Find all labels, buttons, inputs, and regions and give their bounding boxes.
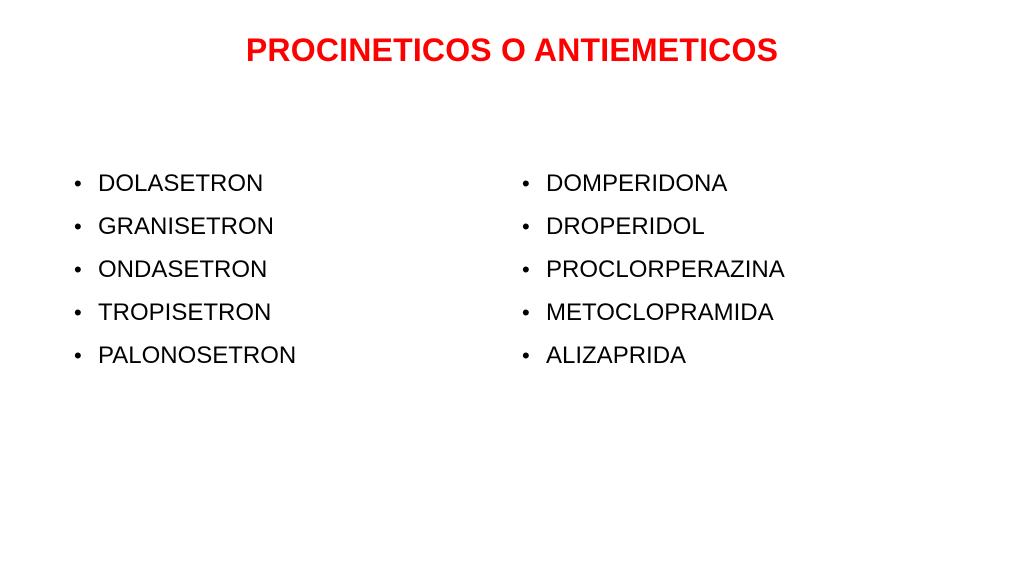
list-item-label: DOLASETRON xyxy=(98,170,264,197)
bullet-icon: • xyxy=(74,300,82,325)
right-bullet-list xyxy=(522,162,785,377)
list-item-label: PALONOSETRON xyxy=(98,342,297,369)
list-item xyxy=(74,205,296,248)
bullet-icon: • xyxy=(74,257,82,282)
bullet-icon: • xyxy=(522,257,530,282)
bullet-icon: • xyxy=(74,171,82,196)
bullet-icon: • xyxy=(522,214,530,239)
list-item-label: DOMPERIDONA xyxy=(546,170,728,197)
list-item xyxy=(522,162,785,205)
list-item xyxy=(522,248,785,291)
list-item-label: TROPISETRON xyxy=(98,299,272,326)
left-bullet-list xyxy=(74,162,296,377)
list-item-label: ALIZAPRIDA xyxy=(546,342,687,369)
slide-title: PROCINETICOS O ANTIEMETICOS xyxy=(245,32,779,68)
list-item xyxy=(522,291,785,334)
list-item-label: GRANISETRON xyxy=(98,213,275,240)
list-item-label: ONDASETRON xyxy=(98,256,268,283)
list-item xyxy=(74,334,296,377)
list-item xyxy=(74,162,296,205)
bullet-icon: • xyxy=(74,343,82,368)
list-item xyxy=(74,248,296,291)
bullet-icon: • xyxy=(74,214,82,239)
list-item-label: DROPERIDOL xyxy=(546,213,705,240)
list-item xyxy=(522,205,785,248)
list-item-label: PROCLORPERAZINA xyxy=(546,256,785,283)
list-item xyxy=(74,291,296,334)
list-item-label: METOCLOPRAMIDA xyxy=(546,299,774,326)
bullet-icon: • xyxy=(522,171,530,196)
list-item xyxy=(522,334,785,377)
bullet-icon: • xyxy=(522,343,530,368)
bullet-icon: • xyxy=(522,300,530,325)
